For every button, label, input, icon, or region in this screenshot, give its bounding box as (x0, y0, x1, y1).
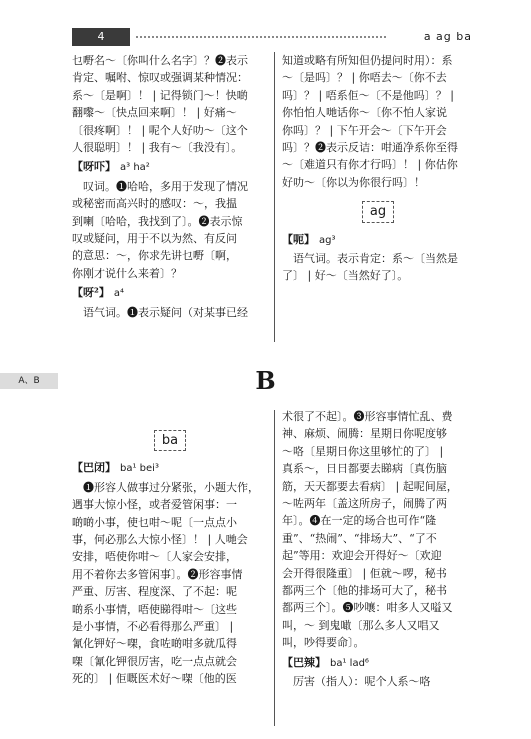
text-line: 了〕 | 好～〔当然好了〕。 (282, 269, 409, 283)
text-line: 死的〕 | 佢嘅医术好～㗎〔他的医 (72, 672, 237, 686)
text-line: 或秘密而高兴时的感叹：～，我揾 (72, 197, 237, 211)
text-line: 你吗〕？ | 下午开会～〔下午开会 (282, 123, 447, 137)
text-line: 安排，唔使你咁～〔人家会安排， (72, 550, 237, 564)
section-letter: B (255, 366, 276, 395)
text-line: 啲啲小事，使乜咁～呢〔一点点小 (72, 515, 237, 529)
entry-heading-ba-lad (282, 654, 474, 672)
page-number: 4 (72, 28, 130, 46)
headword: 【巴闭】 (72, 461, 116, 475)
text-line: 人很聪明〕！ | 我有～〔我没有〕。 (72, 141, 243, 155)
top-right-column (282, 52, 474, 285)
text-line: ～咗两年〔盖这所房子，闹腾了两 (282, 497, 447, 511)
syllable-heading-ba (72, 430, 268, 451)
syllable-heading-ag (282, 201, 474, 222)
text-line: 㗎〔氰化钾很厉害，吃一点点就会 (72, 654, 237, 668)
top-left-column (72, 52, 268, 321)
text-line: 到喇〔哈哈，我找到了〕。❷表示惊 (72, 214, 243, 228)
page-header (72, 28, 472, 46)
pronunciation: a⁴ (113, 288, 124, 300)
text-line: 氰化钾好～㗎，食咗啲咁多就瓜得 (72, 637, 237, 651)
text-line: 语气词。表示肯定：系～〔当然是 (293, 252, 458, 266)
continuation-text (72, 52, 268, 156)
text-line: 术很了不起〕。❸形容事情忙乱、费 (282, 410, 453, 423)
bottom-left-column (72, 408, 268, 688)
text-line: 叹词。❶哈哈，多用于发现了情况 (83, 179, 248, 193)
text-line: ❶形容人做事过分紧张，小题大作， (83, 480, 259, 494)
entry-heading-ag (282, 231, 474, 249)
continuation-text (282, 52, 474, 191)
text-line: 肯定、嘱咐、惊叹或强调某种情况： (72, 71, 248, 85)
text-line: 的意思：～，你求先讲乜嘢〔啊， (72, 249, 237, 263)
continuation-text (282, 408, 474, 652)
text-line: 知道或略有所知但仍提问时用）：系 (282, 54, 453, 67)
syllable-box: ag (362, 201, 394, 222)
text-line: 〔很疼啊〕！ | 呢个人好叻～〔这个 (72, 123, 248, 137)
pronunciation: a³ ha² (120, 162, 150, 174)
text-line: 重”、“热闹”、“排场大”、“了不 (282, 531, 437, 545)
column-divider-bottom (274, 410, 275, 726)
text-line: ～〔是吗〕？ | 你唔去～〔你不去 (282, 71, 447, 85)
text-line: 遇事大惊小怪，或者爱管闲事：一 (72, 498, 237, 512)
text-line: 系～〔是啊〕！ | 记得锁门～！快啲 (72, 88, 248, 102)
entry-heading-ya2 (72, 284, 268, 302)
text-line: 你怕怕人哋话你～〔你不怕人家说 (282, 106, 447, 120)
text-line: 叫，吵得要命〕。 (282, 636, 365, 650)
text-line: 筋，天天都要去看病〕 | 起呢间屋， (282, 479, 458, 493)
text-line: 神、麻烦、闹腾：星期日你呢度够 (282, 427, 447, 441)
text-line: 用不着你去多管闲事〕。❷形容事情 (72, 567, 243, 581)
text-line: 乜嘢名～〔你叫什么名字〕？❷表示 (72, 54, 248, 67)
text-line: 会开得很隆重〕 | 佢就～啰，秘书 (282, 566, 447, 580)
text-line: 是小事情，不必看得那么严重〕 | (72, 620, 234, 634)
entry-body-ba-bei (72, 479, 268, 688)
text-line: 吗〕？ | 唔系佢～〔不是他吗〕？ | (282, 88, 454, 102)
headword: 【呀吓】 (72, 160, 116, 174)
bottom-right-column (282, 408, 474, 691)
syllable-box: ba (154, 430, 186, 451)
text-line: 啲系小事情，唔使睇得咁～〔这些 (72, 602, 237, 616)
entry-body-ba-lad (282, 673, 474, 690)
text-line: 吗〕？❷表示反诘：咁通净系你至得 (282, 141, 458, 155)
entry-body-ag (282, 250, 474, 285)
text-line: ～咯〔星期日你这里够忙的了〕 | (282, 444, 444, 458)
text-line: 厉害（指人）：呢个人系～咯 (293, 675, 431, 689)
text-line: 严重、厉害、程度深、了不起：呢 (72, 585, 237, 599)
running-head: a ag ba (423, 30, 472, 43)
entry-body-ya-ha (72, 178, 268, 282)
entry-heading-ya-ha (72, 158, 268, 176)
text-line: 语气词。❶表示疑问（对某事已经 (83, 305, 248, 319)
column-divider-top (274, 52, 275, 342)
text-line: 都两三个〕。❺吵嚷：咁多人又嗌又 (282, 601, 453, 615)
pronunciation: ag³ (319, 234, 336, 246)
pronunciation: ba¹ bei³ (120, 463, 159, 475)
text-line: 翻嚟～〔快点回来啊〕！ | 好痛～ (72, 106, 237, 120)
text-line: ～〔难道只有你才行吗〕！ | 你估你 (282, 158, 458, 172)
entry-body-ya2 (72, 304, 268, 321)
entry-heading-ba-bei (72, 459, 268, 477)
pronunciation: ba¹ lad⁶ (330, 657, 369, 669)
text-line: 叹或疑问，用于不以为然、有反问 (72, 232, 237, 246)
section-side-tab: A、B (0, 373, 58, 389)
text-line: 叫，～ 到鬼噉〔那么多人又唱又 (282, 618, 440, 632)
headword: 【巴辣】 (282, 655, 326, 669)
text-line: 事，何必那么大惊小怪〕！ | 人哋会 (72, 533, 248, 547)
text-line: 真系～，日日都要去睇病〔真伤脑 (282, 462, 447, 476)
text-line: 起”等用：欢迎会开得好～〔欢迎 (282, 549, 442, 563)
header-dotted-rule (136, 36, 386, 38)
text-line: 都两三个〔他的排场可大了，秘书 (282, 584, 447, 598)
headword: 【呃】 (282, 232, 315, 246)
text-line: 好叻～〔你以为你很行吗〕！ (282, 175, 425, 189)
headword: 【呀²】 (72, 286, 110, 300)
text-line: 年〕。❹在一定的场合也可作“隆 (282, 514, 437, 528)
text-line: 你刚才说什么来着〕？ (72, 266, 182, 280)
